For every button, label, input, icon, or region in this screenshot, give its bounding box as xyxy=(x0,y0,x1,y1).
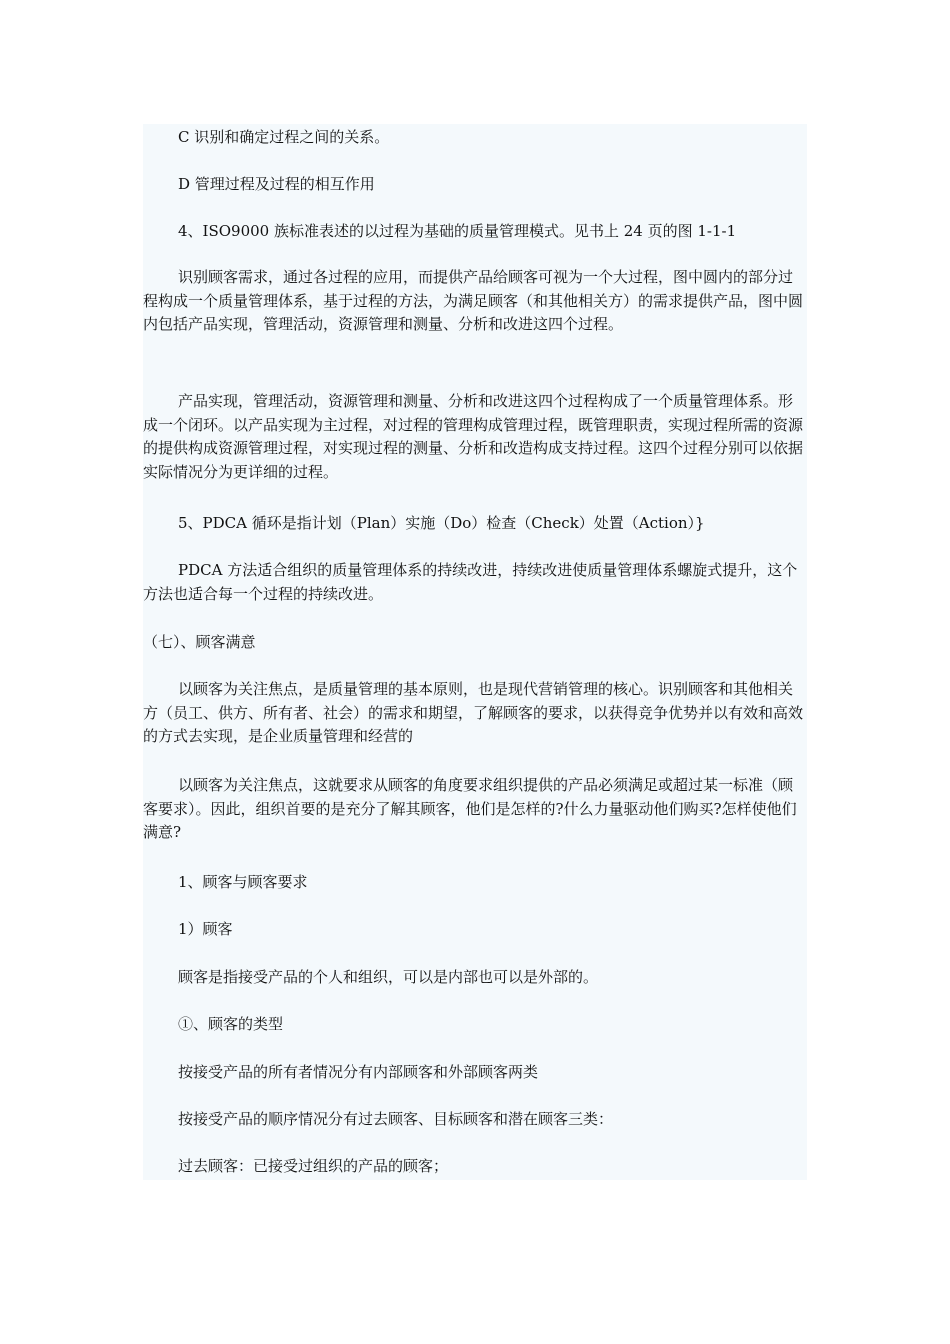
heading-iso9000: 4、ISO9000 族标准表述的以过程为基础的质量管理模式。见书上 24 页的图 1-1-1 xyxy=(178,222,737,240)
paragraph-past-customers: 过去顾客：已接受过组织的产品的顾客； xyxy=(178,1157,449,1175)
document-body xyxy=(143,124,807,1180)
heading-customer: 1）顾客 xyxy=(178,920,233,938)
paragraph-types-by-owner: 按接受产品的所有者情况分有内部顾客和外部顾客两类 xyxy=(178,1063,539,1081)
paragraph-pdca-method: PDCA 方法适合组织的质量管理体系的持续改进，持续改进使质量管理体系螺旋式提升，这个方法也适合每一个过程的持续改进。 xyxy=(143,561,798,603)
paragraph-c: C 识别和确定过程之间的关系。 xyxy=(178,128,390,146)
heading-customer-requirements: 1、顾客与顾客要求 xyxy=(178,873,308,891)
paragraph-customer-definition: 顾客是指接受产品的个人和组织，可以是内部也可以是外部的。 xyxy=(178,968,599,986)
paragraph-customer-needs: 识别顾客需求，通过各过程的应用，而提供产品给顾客可视为一个大过程，图中圆内的部分过程构成一个质量管理体系，基于过程的方法，为满足顾客（和其他相关方）的需求提供产品，图中圆内包括产品实现，管理活动，资源管理和测量、分析和改进这四个过程。 xyxy=(143,268,804,333)
section-heading-customer-satisfaction: （七）、顾客满意 xyxy=(143,633,256,651)
paragraph-d: D 管理过程及过程的相互作用 xyxy=(178,175,375,193)
paragraph-four-processes: 产品实现，管理活动，资源管理和测量、分析和改进这四个过程构成了一个质量管理体系。形成一个闭环。以产品实现为主过程，对过程的管理构成管理过程，既管理职责，实现过程所需的资源的提供构成资源管理过程，对实现过程的测量、分析和改造构成支持过程。这四个过程分别可以依据实际情况分为更详细的过程。 xyxy=(143,392,804,481)
heading-customer-types: ①、顾客的类型 xyxy=(178,1015,284,1033)
paragraph-types-by-order: 按接受产品的顺序情况分有过去顾客、目标顾客和潜在顾客三类： xyxy=(178,1110,614,1128)
heading-pdca: 5、PDCA 循环是指计划（Plan）实施（Do）检查（Check）处置（Action）} xyxy=(178,514,705,532)
paragraph-customer-focus: 以顾客为关注焦点，是质量管理的基本原则，也是现代营销管理的核心。识别顾客和其他相关方（员工、供方、所有者、社会）的需求和期望，了解顾客的要求，以获得竞争优势并以有效和高效的方式去实现，是企业质量管理和经营的 xyxy=(143,680,804,745)
paragraph-customer-perspective: 以顾客为关注焦点，这就要求从顾客的角度要求组织提供的产品必须满足或超过某一标准（顾客要求）。因此，组织首要的是充分了解其顾客，他们是怎样的?什么力量驱动他们购买?怎样使他们满意? xyxy=(143,776,797,841)
